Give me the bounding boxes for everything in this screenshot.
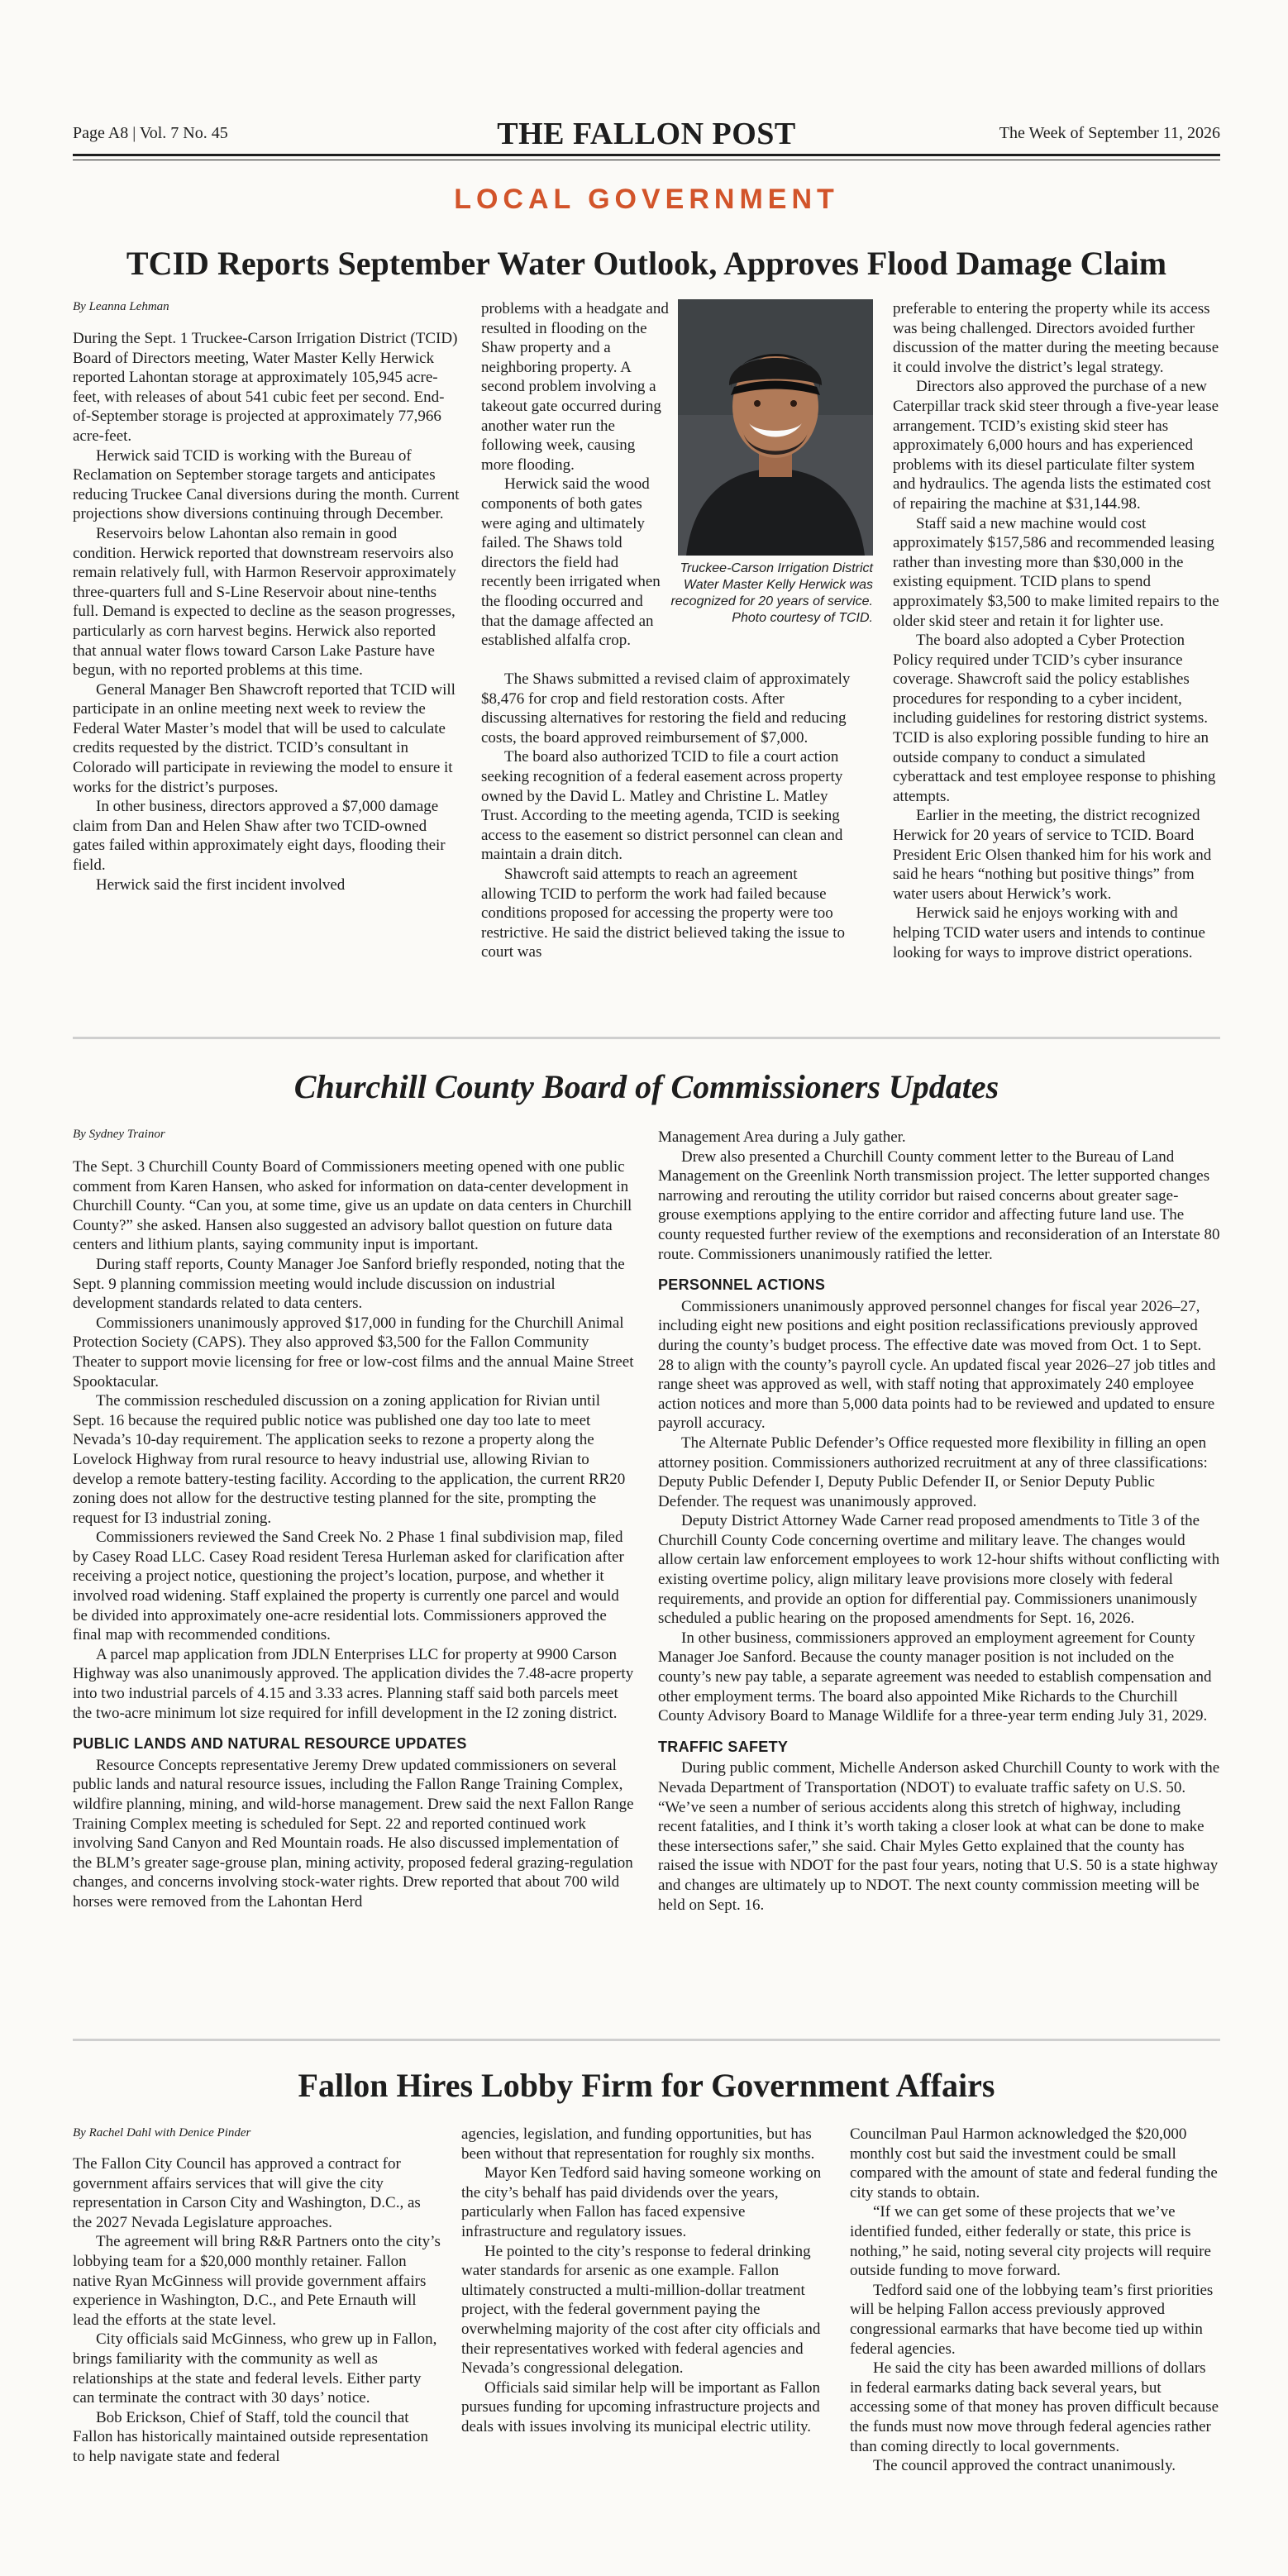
- paragraph: The board also adopted a Cyber Protection Policy required under TCID’s cyber insurance coverage. Shawcroft said the policy establishes procedures for responding to a cyber incident, including guidelines for restoring district systems. TCID is also exploring possible funding to hire an outside company to conduct a simulated cyberattack and test employee response to phishing attempts.: [893, 632, 1216, 805]
- article-divider-1: [73, 1037, 1220, 1039]
- article3-headline: Fallon Hires Lobby Firm for Government Affairs: [298, 2067, 995, 2104]
- subhead: PUBLIC LANDS AND NATURAL RESOURCE UPDATES: [73, 1735, 467, 1753]
- paragraph: Councilman Paul Harmon acknowledged the $20,000 monthly cost but said the investment could be small compared with the amount of state and federal funding the city stands to obtain.: [850, 2125, 1218, 2202]
- paragraph: The Alternate Public Defender’s Office requested more flexibility in filling an open attorney position. Commissioners authorized recruitment at any of three classifications: Deputy Public Defender I, Deputy Public Defender II, or Senior Deputy Public Defender. The request was unanimously approved.: [658, 1433, 1208, 1510]
- paragraph: He pointed to the city’s response to federal drinking water standards for arsenic as one example. Fallon ultimately constructed a multi-million-dollar treatment project, with the federal government paying the overwhelming majority of the cost after city officials and their representatives worked with federal agencies and Nevada’s congressional delegation.: [461, 2242, 821, 2378]
- subhead: PERSONNEL ACTIONS: [658, 1276, 826, 1294]
- paragraph: Commissioners reviewed the Sand Creek No. 2 Phase 1 final subdivision map, filed by Casey Road LLC. Casey Road resident Teresa Hurleman asked for clarification after receiving a project notice, questioning the project’s location, purpose, and whether it involved road widening. Staff explained the property is currently one parcel and would be divided into approximately one-acre residential lots. Commissioners approved the final map with recommended conditions.: [73, 1529, 624, 1644]
- paragraph: The board also authorized TCID to file a court action seeking recognition of a federal easement across property owned by the David L. Matley and Christine L. Matley Trust. According to the meeting agenda, TCID is seeking access to the easement so district personnel can clean and maintain a drain ditch.: [481, 748, 843, 864]
- issue-date: The Week of September 11, 2026: [999, 124, 1220, 142]
- article1-column-3: [893, 299, 1220, 962]
- paragraph: Herwick said the wood components of both gates were aging and ultimately failed. The Shaws told directors the field had recently been irrigated when the flooding occurred and that the damage affected an established alfalfa crop.: [481, 475, 661, 650]
- paragraph: Commissioners unanimously approved $17,000 in funding for the Churchill Animal Protection Society (CAPS). They also approved $3,500 for the Fallon Community Theater to support movie licensing for free or low-cost films and the annual Maine Street Spooktacular.: [73, 1314, 634, 1391]
- herwick-photo: [678, 299, 873, 556]
- page-info: Page A8 | Vol. 7 No. 45: [73, 124, 228, 142]
- paragraph: During the Sept. 1 Truckee-Carson Irrigation District (TCID) Board of Directors meeting, Water Master Kelly Herwick reported Lahontan storage at approximately 105,945 acre-feet, with releases of about 541 cubic feet per second. End-of-September storage is projected at approximately 77,966 acre-feet.: [73, 330, 458, 445]
- paragraph: Herwick said he enjoys working with and helping TCID water users and intends to continue looking for ways to improve district operations.: [893, 904, 1205, 961]
- paragraph: Bob Erickson, Chief of Staff, told the council that Fallon has historically maintained outside representation to help navigate state and federal: [73, 2408, 429, 2465]
- paragraph: Management Area during a July gather.: [658, 1128, 906, 1146]
- paragraph: Reservoirs below Lahontan also remain in good condition. Herwick reported that downstream reservoirs also remain relatively full, with Harmon Reservoir approximately three-quarters full and S-Line Reservoir about nine-tenths full. Demand is expected to decline as the season progresses, particularly as corn harvest begins. Herwick also reported that annual water flows toward Carson Lake Pasture have begun, with no reported problems at this time.: [73, 524, 456, 680]
- paragraph: The Fallon City Council has approved a contract for government affairs services that will give the city representation in Carson City and Washington, D.C., as the 2027 Nevada Legislature approaches.: [73, 2155, 421, 2231]
- paragraph: Officials said similar help will be important as Fallon pursues funding for upcoming infrastructure projects and deals with issues involving its municipal electric utility.: [461, 2378, 820, 2435]
- paragraph: City officials said McGinness, who grew up in Fallon, brings familiarity with the community as well as relationships at the state and federal levels. Either party can terminate the contract with 30 days’ notice.: [73, 2330, 437, 2407]
- masthead: [73, 116, 1220, 152]
- paragraph: A parcel map application from JDLN Enterprises LLC for property at 9900 Carson Highway was also unanimously approved. The application divides the 7.48-acre property into two industrial parcels of 4.15 and 3.33 acres. Planning staff said both parcels meet the two-acre minimum lot size required for infill development in the I2 zoning district.: [73, 1645, 634, 1722]
- article-divider-2: [73, 2039, 1220, 2041]
- article3-column-3: [850, 2125, 1220, 2476]
- portrait-illustration: [678, 299, 873, 556]
- paragraph: Herwick said the first incident involved: [96, 875, 346, 894]
- paragraph: Directors also approved the purchase of a new Caterpillar track skid steer through a five-year lease arrangement. TCID’s existing skid steer has approximately 6,000 hours and has experienced problems with its diesel particulate filter system and hydraulics. The agenda lists the estimated cost of repairing the machine at $31,144.98.: [893, 378, 1219, 513]
- article1-headline: TCID Reports September Water Outlook, Approves Flood Damage Claim: [126, 245, 1167, 282]
- paragraph: During staff reports, County Manager Joe Sanford briefly responded, noting that the Sept. 9 planning commission meeting would include discussion on industrial development standards related to data centers.: [73, 1255, 625, 1313]
- article2-byline: By Sydney Trainor: [73, 1128, 165, 1141]
- paragraph: Mayor Ken Tedford said having someone working on the city’s behalf has paid dividends over the years, particularly when Fallon has faced expensive infrastructure and regulatory issues.: [461, 2164, 822, 2240]
- paragraph: Staff said a new machine would cost approximately $157,586 and recommended leasing rather than investing more than $30,000 in the existing equipment. TCID plans to spend approximately $3,500 to make limited repairs to the older skid steer and retain it for lighter use.: [893, 514, 1219, 630]
- paragraph: The commission rescheduled discussion on a zoning application for Rivian until Sept. 16 because the required public notice was published one day too late to meet Nevada’s 10-day requirement. The application seeks to rezone a property along the Lovelock Highway from rural resource to heavy industrial use, allowing Rivian to develop a remote battery-testing facility. According to the application, the current RR20 zoning does not allow for the destructive testing planned for the site, prompting the request for I3 industrial zoning.: [73, 1392, 626, 1527]
- paragraph: In other business, commissioners approved an employment agreement for County Manager Joe Sanford. Because the county manager position is not included on the county’s new pay table, a separate agreement was needed to establish compensation and other employment terms. The board also appointed Mike Richards to the Churchill County Advisory Board to Manage Wildlife for a three-year term ending July 31, 2029.: [658, 1629, 1212, 1725]
- paragraph: The council approved the contract unanimously.: [873, 2457, 1176, 2475]
- article3-column-1: [73, 2154, 443, 2467]
- paragraph: In other business, directors approved a $7,000 damage claim from Dan and Helen Shaw after two TCID-owned gates failed within approximately eight days, flooding their field.: [73, 798, 446, 875]
- masthead-rule: [73, 154, 1220, 156]
- article2-column-2: [658, 1128, 1220, 1915]
- section-label: LOCAL GOVERNMENT: [454, 184, 839, 215]
- paragraph: Shawcroft said attempts to reach an agreement allowing TCID to perform the work had failed because conditions proposed for accessing the property were too restrictive. He said the district believed taking the issue to court was: [481, 865, 846, 961]
- paragraph: The agreement will bring R&R Partners onto the city’s lobbying team for a $20,000 monthly retainer. Fallon native Ryan McGinness will provide government affairs experience in Washington, D.C., and Pete Ernauth will lead the efforts at the state level.: [73, 2233, 441, 2329]
- paragraph: General Manager Ben Shawcroft reported that TCID will participate in an online meeting next week to review the Federal Water Master’s model that will be used to calculate credits requested by the district. TCID’s consultant in Colorado will participate in reviewing the model to ensure it works for the district’s purposes.: [73, 680, 456, 796]
- article3-byline: By Rachel Dahl with Denice Pinder: [73, 2126, 251, 2140]
- paragraph: During public comment, Michelle Anderson asked Churchill County to work with the Nevada Department of Transportation (NDOT) to evaluate traffic safety on U.S. 50. “We’ve seen a number of serious accidents along this stretch of highway, including recent fatalities, and I think it’s worth taking a closer look at what can be done to make these intersections safer,” she said. Chair Myles Getto explained that the county has raised the issue with NDOT for the past four years, noting that U.S. 50 is a state highway and changes are ultimately up to NDOT. The next county commission meeting will be held on Sept. 16.: [658, 1759, 1220, 1914]
- article2-column-1: [73, 1157, 635, 1912]
- paragraph: Herwick said TCID is working with the Bureau of Reclamation on September storage targets and anticipates reducing Truckee Canal diversions during the month. Current projections show diversions continuing through December.: [73, 446, 460, 523]
- paragraph: He said the city has been awarded millions of dollars in federal earmarks dating back several years, but accessing some of that money has proven difficult because the funds must now move through federal agencies rather than coming directly to local governments.: [850, 2359, 1219, 2455]
- paragraph: The Shaws submitted a revised claim of approximately $8,476 for crop and field restoration costs. After discussing alternatives for restoring the field and reducing costs, the board approved reimbursement of $7,000.: [481, 670, 851, 747]
- paragraph: Commissioners unanimously approved personnel changes for fiscal year 2026–27, including eight new positions and eight position reclassifications previously approved during the county’s budget process. The effective date was moved from Oct. 1 to Sept. 28 to align with the county’s payroll cycle. An updated fiscal year 2026–27 job titles and range sheet was approved as well, with staff noting that approximately 240 employee action notices and more than 5,000 data points had to be reviewed and updated to ensure payroll accuracy.: [658, 1297, 1216, 1433]
- paragraph: problems with a headgate and resulted in flooding on the Shaw property and a neighboring property. A second problem involving a takeout gate occurred during another water run the following week, causing more flooding.: [481, 300, 669, 474]
- paragraph: “If we can get some of these projects that we’ve identified funded, either federally or state, this price is nothing,” he said, noting several city projects will require outside funding to move forward.: [850, 2203, 1211, 2280]
- article1-column-2: [481, 299, 670, 651]
- article1-column-1: [73, 329, 460, 894]
- article1-byline: By Leanna Lehman: [73, 300, 169, 313]
- paragraph: Deputy District Attorney Wade Carner read proposed amendments to Title 3 of the Churchill County Code concerning overtime and military leave. The changes would allow certain law enforcement employees to work 12-hour shifts without conflicting with existing overtime policy, align military leave provisions more closely with federal requirements, and provide an option for differential pay. Commissioners unanimously scheduled a public hearing on the proposed amendments for Sept. 16, 2026.: [658, 1512, 1220, 1628]
- article1-column-2-lower: [481, 670, 853, 962]
- article2-headline: Churchill County Board of Commissioners Updates: [293, 1068, 999, 1105]
- paragraph: Tedford said one of the lobbying team’s first priorities will be helping Fallon access previously approved congressional earmarks that have become tied up within federal agencies.: [850, 2281, 1214, 2358]
- subhead: TRAFFIC SAFETY: [658, 1738, 789, 1755]
- paper-name: THE FALLON POST: [497, 117, 796, 151]
- photo-caption: Truckee-Carson Irrigation District Water Master Kelly Herwick was recognized for 20 years of service. Photo courtesy of TCID.: [670, 561, 873, 625]
- paragraph: Drew also presented a Churchill County comment letter to the Bureau of Land Management on the Greenlink North transmission project. The letter supported changes narrowing and rerouting the utility corridor but raised concerns about greater sage-grouse exemptions applying to the entire corridor and affecting future land use. The county requested further review of the exemptions and reconsideration of an Interstate 80 route. Commissioners unanimously ratified the letter.: [658, 1147, 1220, 1263]
- article3-column-2: [461, 2125, 832, 2437]
- paragraph: preferable to entering the property while its access was being challenged. Directors avoided further discussion of the matter during the meeting because it could involve the district’s legal strategy.: [893, 300, 1219, 376]
- paragraph: The Sept. 3 Churchill County Board of Commissioners meeting opened with one public comment from Karen Hansen, who asked for information on data-center development in Churchill County. “Can you, at some time, give us an update on data centers in Churchill County?” she asked. Hansen also suggested an advisory ballot question on future data centers and lithium plants, saying community input is important.: [73, 1158, 632, 1254]
- paragraph: Earlier in the meeting, the district recognized Herwick for 20 years of service to TCID. Board President Eric Olsen thanked him for his work and said he hears “nothing but positive things” from water users about Herwick’s work.: [893, 807, 1212, 903]
- paragraph: Resource Concepts representative Jeremy Drew updated commissioners on several public lands and natural resource issues, including the Fallon Range Training Complex, wildfire planning, mining, and wild-horse management. Drew said the next Fallon Range Training Complex meeting is scheduled for Sept. 22 and reported continued work involving Sand Canyon and Red Mountain roads. He also discussed implementation of the BLM’s greater sage-grouse plan, mining activity, proposed federal grazing-regulation changes, and concerns involving stock-water rights. Drew reported that about 700 wild horses were removed from the Lahontan Herd: [73, 1756, 634, 1911]
- paragraph: agencies, legislation, and funding opportunities, but has been without that representation for roughly six months.: [461, 2125, 815, 2163]
